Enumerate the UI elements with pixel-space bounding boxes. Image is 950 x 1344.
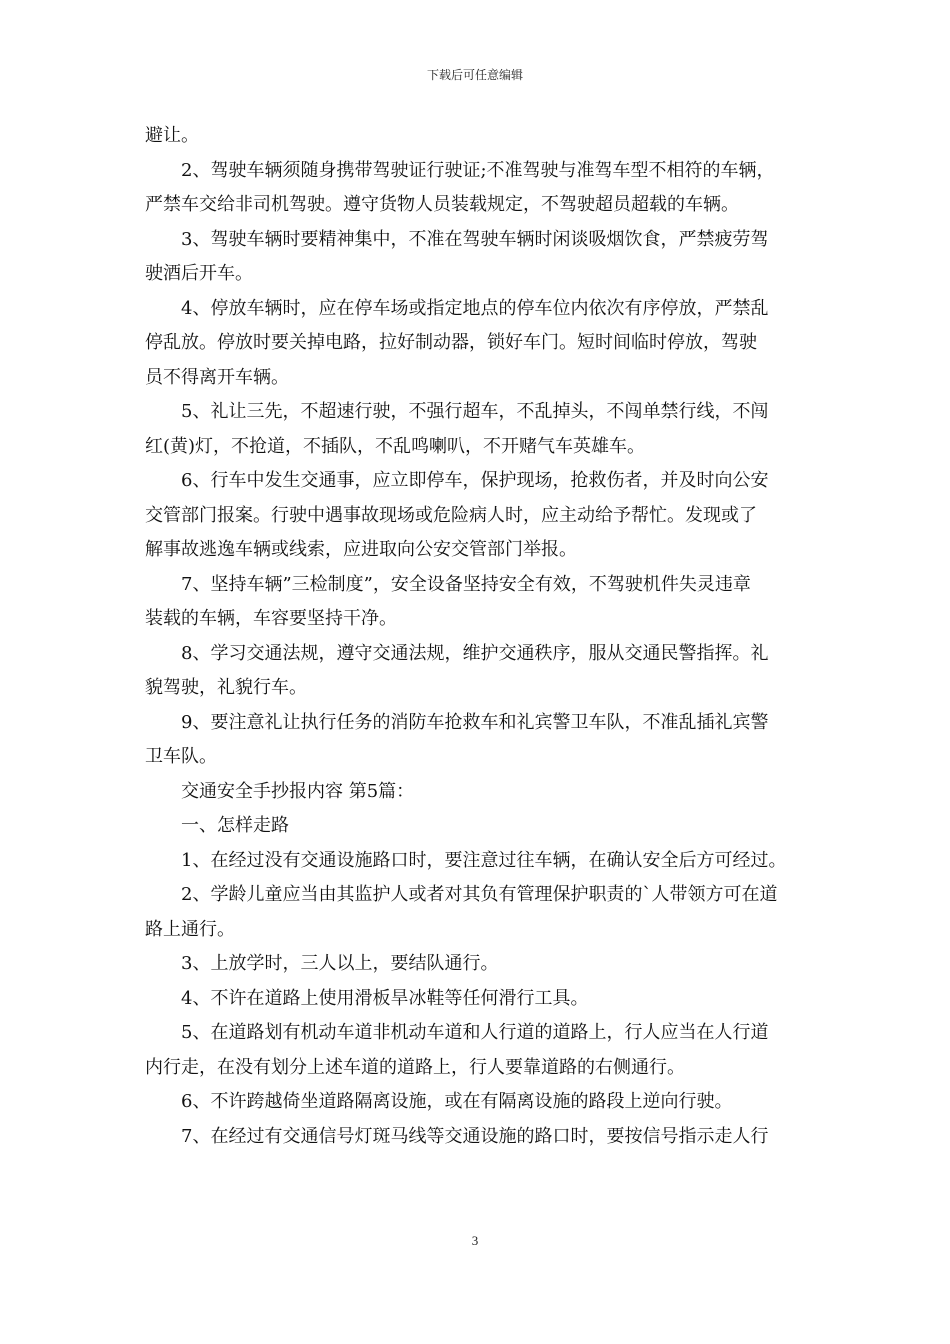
text-line: 停乱放。停放时要关掉电路，拉好制动器，锁好车门。短时间临时停放，驾驶	[145, 332, 757, 353]
text-line: 3、驾驶车辆时要精神集中，不准在驾驶车辆时闲谈吸烟饮食，严禁疲劳驾	[145, 228, 769, 250]
page-header: 下载后可任意编辑	[426, 68, 523, 82]
text-line: 5、礼让三先，不超速行驶，不强行超车，不乱掉头，不闯单禁行线，不闯	[145, 401, 769, 422]
text-line: 员不得离开车辆。	[145, 366, 289, 388]
text-line: 装载的车辆，车容要坚持干净。	[145, 608, 397, 629]
text-line: 6、不许跨越倚坐道路隔离设施，或在有隔离设施的路段上逆向行驶。	[145, 1091, 733, 1112]
text-line: 7、在经过有交通信号灯斑马线等交通设施的路口时，要按信号指示走人行	[145, 1125, 769, 1147]
text-line: 9、要注意礼让执行任务的消防车抢救车和礼宾警卫车队，不准乱插礼宾警	[145, 711, 769, 733]
text-line: 驶酒后开车。	[145, 263, 253, 284]
text-line: 避让。	[145, 125, 199, 146]
text-line: 3、上放学时，三人以上，要结队通行。	[145, 953, 499, 974]
text-line: 1、在经过没有交通设施路口时，要注意过往车辆，在确认安全后方可经过。	[145, 849, 787, 871]
text-line: 一、怎样走路	[145, 815, 289, 836]
text-line: 交通安全手抄报内容 第5篇：	[145, 780, 415, 802]
text-line: 6、行车中发生交通事，应立即停车，保护现场，抢救伤者，并及时向公安	[145, 470, 769, 491]
text-line: 7、坚持车辆”三检制度”，安全设备坚持安全有效，不驾驶机件失灵违章	[145, 573, 751, 595]
text-line: 5、在道路划有机动车道非机动车道和人行道的道路上，行人应当在人行道	[145, 1022, 769, 1043]
text-line: 红(黄)灯，不抢道，不插队，不乱鸣喇叭，不开赌气车英雄车。	[145, 435, 646, 457]
text-line: 2、驾驶车辆须随身携带驾驶证行驶证;不准驾驶与准驾车型不相符的车辆，	[145, 159, 775, 181]
document-body	[145, 119, 810, 1154]
page-number: 3	[471, 1233, 479, 1248]
text-line: 解事故逃逸车辆或线索，应进取向公安交管部门举报。	[145, 539, 577, 560]
text-line: 貌驾驶，礼貌行车。	[145, 677, 307, 698]
text-line: 4、不许在道路上使用滑板旱冰鞋等任何滑行工具。	[145, 987, 589, 1009]
text-line: 路上通行。	[145, 918, 235, 940]
text-line: 2、学龄儿童应当由其监护人或者对其负有管理保护职责的`人带领方可在道	[145, 884, 778, 905]
text-line: 内行走，在没有划分上述车道的道路上，行人要靠道路的右侧通行。	[145, 1056, 685, 1078]
text-line: 交管部门报案。行驶中遇事故现场或危险病人时，应主动给予帮忙。发现或了	[145, 504, 757, 526]
text-line: 8、学习交通法规，遵守交通法规，维护交通秩序，服从交通民警指挥。礼	[145, 642, 769, 664]
text-line: 卫车队。	[145, 746, 217, 767]
text-line: 严禁车交给非司机驾驶。遵守货物人员装载规定，不驾驶超员超载的车辆。	[145, 194, 739, 215]
text-line: 4、停放车辆时，应在停车场或指定地点的停车位内依次有序停放，严禁乱	[145, 297, 769, 319]
